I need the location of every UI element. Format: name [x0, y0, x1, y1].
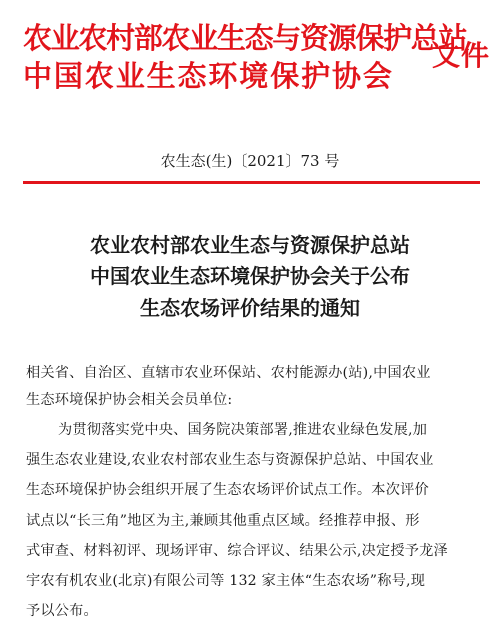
body-paragraph-line: 生态环境保护协会组织开展了生态农场评价试点工作。本次评价	[26, 482, 429, 498]
document-number: 农生态(生)〔2021〕73 号	[160, 152, 340, 170]
notice-title-line-1: 农业农村部农业生态与资源保护总站	[90, 233, 410, 257]
notice-title-line-2: 中国农业生态环境保护协会关于公布	[90, 264, 410, 288]
issuing-org-line-1: 农业农村部农业生态与资源保护总站	[23, 21, 467, 55]
document-type-label: 文件	[432, 39, 491, 72]
issuing-org-line-2: 中国农业生态环境保护协会	[23, 59, 394, 93]
body-paragraph-line: 试点以“长三角”地区为主,兼顾其他重点区域。经推荐申报、形	[26, 513, 420, 529]
body-paragraph-line: 式审查、材料初评、现场评审、综合评议、结果公示,决定授予龙泽	[26, 543, 448, 559]
body-paragraph-line: 为贯彻落实党中央、国务院决策部署,推进农业绿色发展,加	[58, 422, 428, 438]
addressee-line-2: 生态环境保护协会相关会员单位:	[26, 392, 233, 408]
addressee-line-1: 相关省、自治区、直辖市农业环保站、农村能源办(站),中国农业	[26, 365, 431, 381]
body-paragraph-line: 予以公布。	[26, 603, 98, 619]
notice-title-line-3: 生态农场评价结果的通知	[140, 296, 360, 320]
body-paragraph-line: 强生态农业建设,农业农村部农业生态与资源保护总站、中国农业	[26, 452, 434, 468]
red-divider-rule	[23, 181, 480, 184]
body-paragraph-line: 宇农有机农业(北京)有限公司等 132 家主体“生态农场”称号,现	[26, 573, 426, 589]
